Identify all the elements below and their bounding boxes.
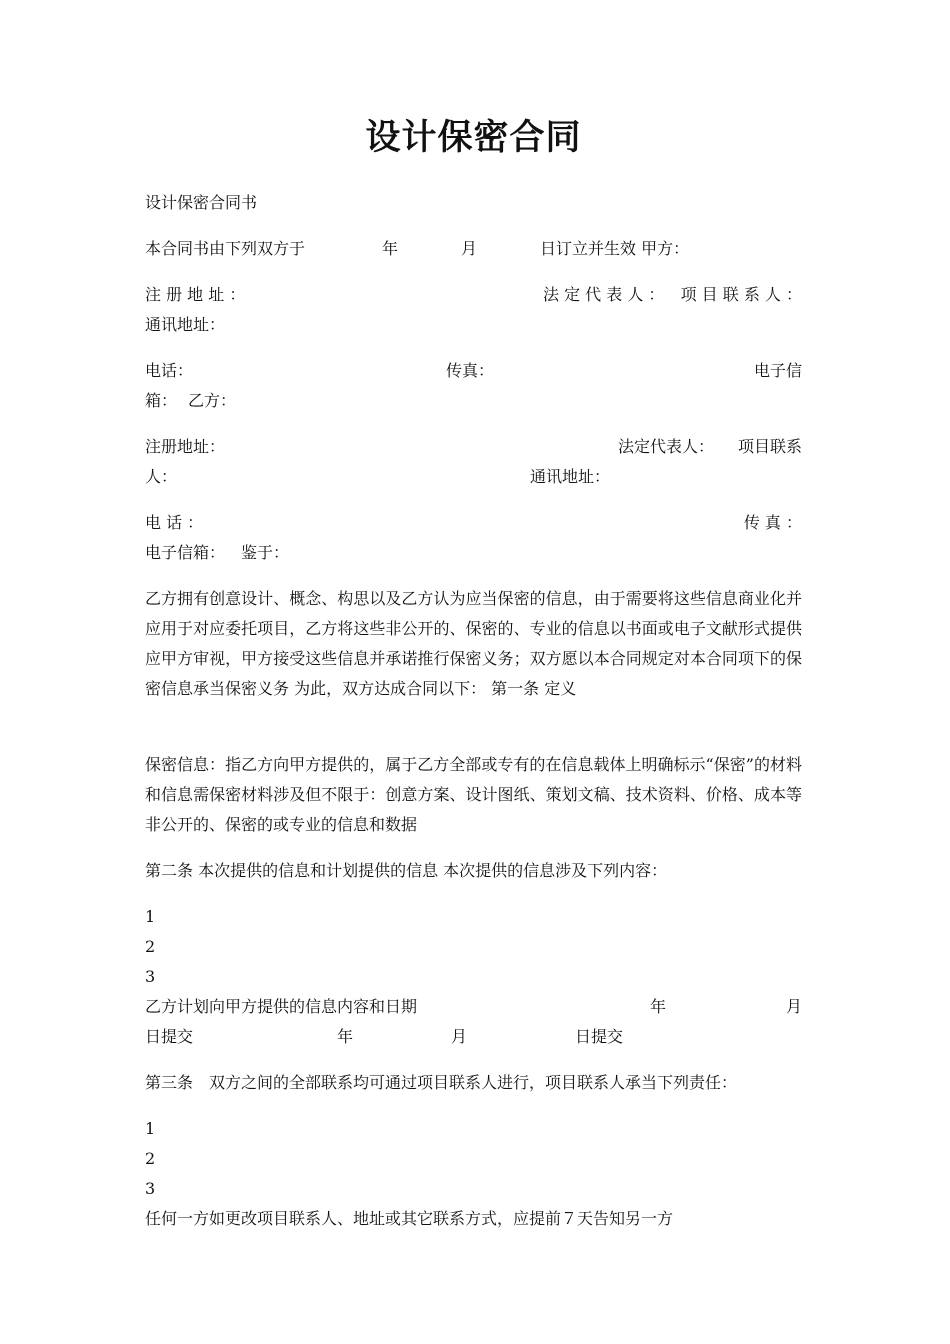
party-a-project-contact: 项 目 联 系 人 ：	[680, 285, 802, 304]
intro-month: 月	[461, 239, 478, 258]
party-a-fax: 传真：	[446, 361, 495, 380]
list-item: 1	[145, 1119, 156, 1138]
party-b-fax: 传 真 ：	[743, 513, 802, 532]
party-b-reg-address: 注册地址：	[145, 437, 226, 456]
intro-line	[145, 234, 802, 264]
article-3-heading-text: 第三条 双方之间的全部联系均可通过项目联系人进行，项目联系人承当下列责任：	[145, 1073, 738, 1092]
article-2-list	[145, 902, 802, 1052]
party-b-address-block	[145, 432, 802, 492]
list-item: 1	[145, 907, 156, 926]
party-b-email: 电子信箱：	[145, 543, 226, 562]
list-item: 2	[145, 1149, 156, 1168]
party-a-email-label: 电子信	[753, 361, 802, 380]
article-2-heading-text: 第二条 本次提供的信息和计划提供的信息 本次提供的信息涉及下列内容：	[145, 861, 668, 880]
party-a-contact-block	[145, 356, 802, 416]
party-b-contact-block	[145, 508, 802, 568]
document-title: 设计保密合同	[365, 118, 582, 158]
party-b-mail-address: 通讯地址：	[530, 467, 611, 486]
party-b-project-contact: 项目联系	[737, 437, 802, 456]
party-a-phone: 电话：	[145, 361, 194, 380]
plan-submit-2: 日提交	[575, 1027, 624, 1046]
party-b-project-contact-cont: 人：	[145, 467, 178, 486]
definition-paragraph: 保密信息：指乙方向甲方提供的，属于乙方全部或专有的在信息载体上明确标示“保密”的材料和信息需保密材料涉及但不限于：创意方案、设计图纸、策划文稿、技术资料、价格、成本等非公开的、保密的或专业的信息和数据	[145, 755, 802, 834]
party-b-legal-rep: 法定代表人：	[618, 437, 715, 456]
party-b-phone: 电 话 ：	[145, 513, 204, 532]
party-b-label: 乙方：	[188, 391, 237, 410]
party-a-legal-rep: 法 定 代 表 人 ：	[543, 285, 665, 304]
plan-year: 年	[650, 997, 667, 1016]
plan-year-2: 年	[337, 1027, 354, 1046]
plan-submit-1: 日提交	[145, 1027, 194, 1046]
article-2-heading	[145, 856, 802, 886]
list-item: 3	[145, 1179, 156, 1198]
party-a-mail-address: 通讯地址：	[145, 315, 226, 334]
change-notice: 任何一方如更改项目联系人、地址或其它联系方式，应提前７天告知另一方	[145, 1209, 674, 1228]
article-3-heading	[145, 1068, 802, 1098]
recital-paragraph: 乙方拥有创意设计、概念、构思以及乙方认为应当保密的信息，由于需要将这些信息商业化并应用于对应委托项目，乙方将这些非公开的、保密的、专业的信息以书面或电子文献形式提供应甲方审视，甲方接受这些信息并承诺推行保密义务；双方愿以本合同规定对本合同项下的保密信息承当保密义务 为此，双方达成合同以下： 第一条 定义	[145, 589, 802, 698]
plan-month-2: 月	[451, 1027, 468, 1046]
document-subtitle	[145, 188, 802, 218]
list-item: 3	[145, 967, 156, 986]
article-3-list	[145, 1114, 802, 1234]
party-a-address-block	[145, 280, 802, 340]
intro-suffix: 日订立并生效 甲方：	[540, 239, 690, 258]
intro-prefix: 本合同书由下列双方于	[145, 239, 306, 258]
whereas-label: 鉴于：	[241, 543, 290, 562]
party-a-email-label-cont: 箱：	[145, 391, 178, 410]
list-item: 2	[145, 937, 156, 956]
intro-year: 年	[382, 239, 399, 258]
plan-month: 月	[785, 997, 802, 1016]
document-page	[145, 0, 802, 1344]
plan-label: 乙方计划向甲方提供的信息内容和日期	[145, 997, 418, 1016]
party-a-reg-address: 注 册 地 址 ：	[145, 285, 246, 304]
subtitle-text: 设计保密合同书	[145, 193, 258, 212]
